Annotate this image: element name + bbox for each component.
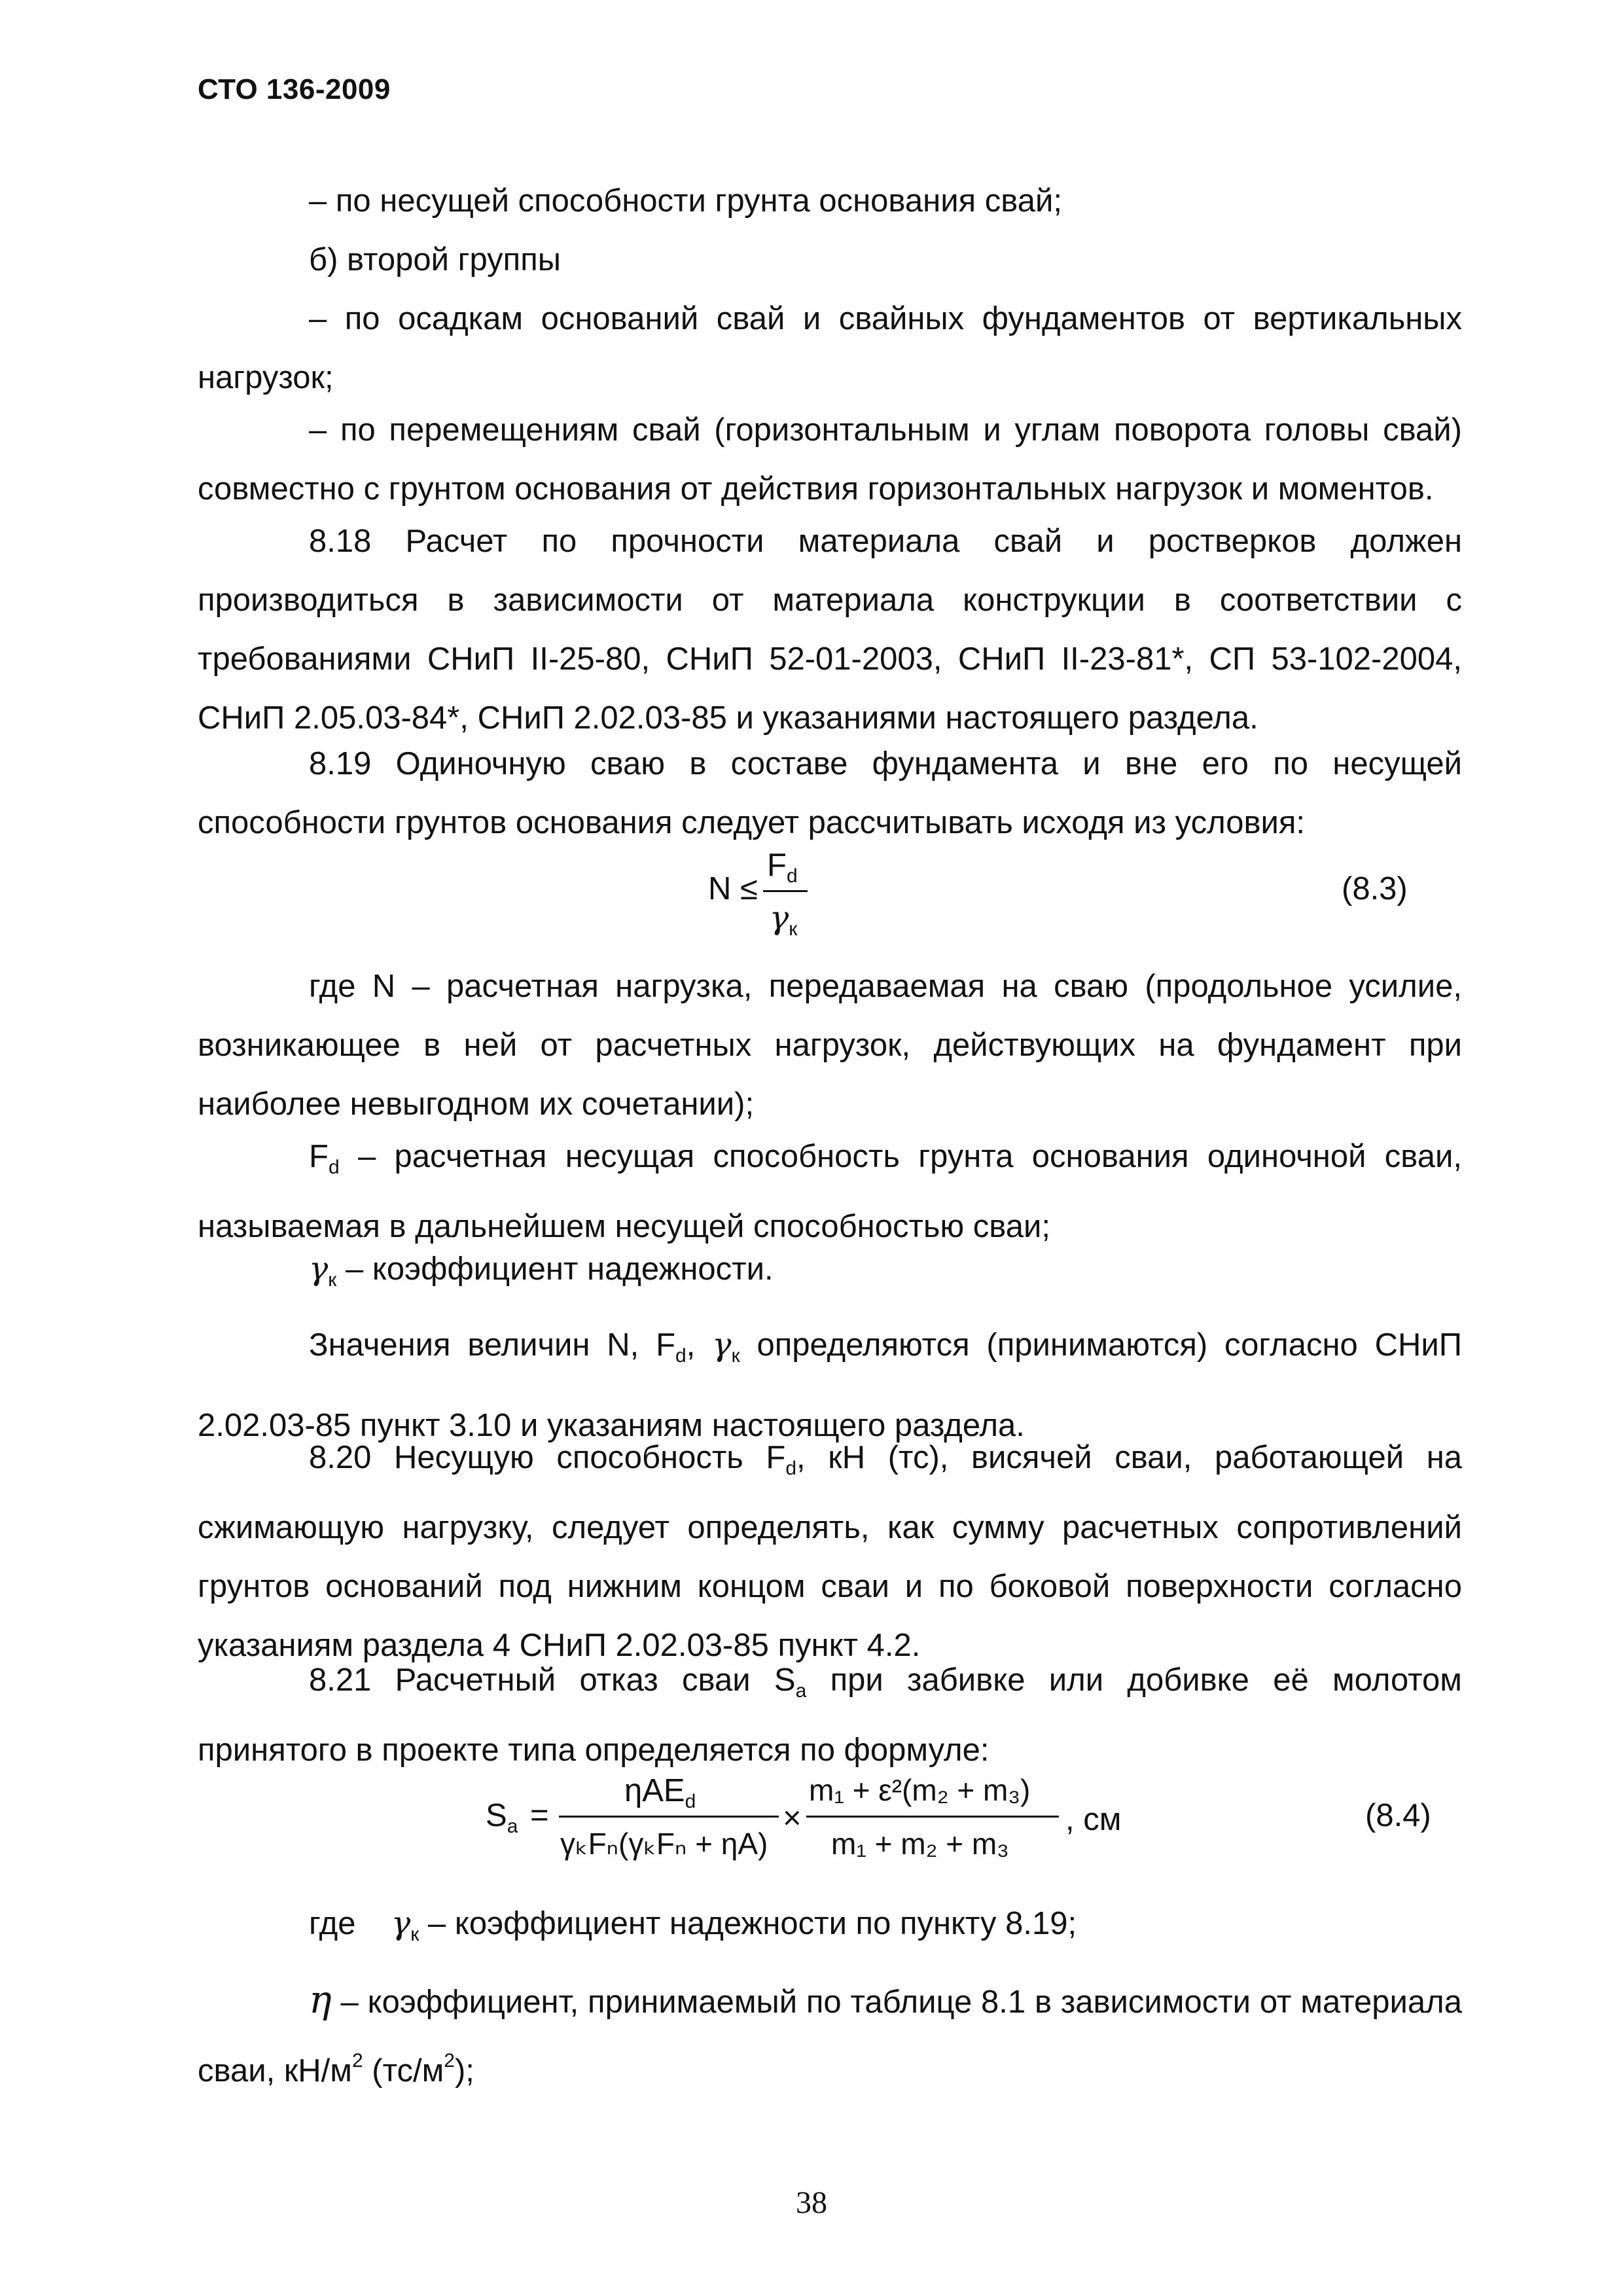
paragraph-values-gamma: γ	[712, 1326, 732, 1363]
paragraph-8-21-sub-a: a	[795, 1680, 807, 1702]
paragraph-settlement: – по осадкам оснований свай и свайных фундаментов от вертикальных нагрузок;	[198, 301, 1462, 395]
paragraph-where-gamma-ref-sub: к	[410, 1924, 419, 1945]
formula-8-3-numerator	[767, 847, 798, 888]
formula-8-4-fraction-bar-2	[806, 1816, 1059, 1818]
document-code: СТО 136-2009	[198, 73, 391, 105]
sub-k: к	[328, 1269, 337, 1291]
paragraph-eta-middle: (тс/м	[363, 2053, 444, 2089]
formula-8-4-f1-num-text: ηAE	[624, 1773, 685, 1808]
formula-8-3-denominator	[770, 899, 797, 941]
paragraph-where-n: где N – расчетная нагрузка, передаваемая на сваю (продольное усилие, возникающее в ней от расчетных нагрузок, действующих на фундамент при наиболее невыгодном их сочетании);	[198, 969, 1462, 1122]
page-number: 38	[796, 2185, 827, 2220]
paragraph-8-20-sub-d: d	[785, 1458, 797, 1479]
paragraph-where-gamma-text: – коэффициент надежности.	[336, 1251, 774, 1287]
formula-8-4-f1-denominator: γₖFₙ(γₖFₙ + ηA)	[560, 1827, 768, 1861]
paragraph-values-end: определяются (принимаются) согласно СНиП 2.02.03-85 пункт 3.10 и указаниям настоящего раздела.	[198, 1327, 1462, 1443]
formula-8-4-lhs-sub: a	[507, 1816, 518, 1837]
paragraph-where-gamma-ref-text: – коэффициент надежности по пункту 8.19;	[419, 1906, 1077, 1941]
formula-8-4-times: ×	[783, 1801, 802, 1836]
paragraph-eta-sup-1: 2	[351, 2050, 363, 2072]
formula-8-4-equals: =	[530, 1798, 549, 1833]
equation-number-8-3: (8.3)	[1342, 871, 1408, 906]
equation-number-8-4: (8.4)	[1365, 1798, 1431, 1833]
paragraph-8-20-start: 8.20 Несущую способность F	[309, 1440, 786, 1475]
formula-8-4-f2-denominator: m₁ + m₂ + m₃	[831, 1827, 1009, 1861]
formula-8-3-den-sub: к	[789, 918, 798, 940]
paragraph-where-gamma	[198, 1240, 1462, 1310]
symbol-gamma: γ	[309, 1250, 329, 1287]
formula-8-4-f2-numerator: m₁ + ε²(m₂ + m₃)	[809, 1773, 1031, 1807]
formula-8-3-den-symbol: γ	[770, 899, 789, 937]
paragraph-8-19: 8.19 Одиночную сваю в составе фундамента и вне его по несущей способности грунтов основания следует рассчитывать исходя из условия:	[198, 746, 1462, 840]
formula-8-4-f1-num-sub: d	[685, 1791, 696, 1812]
paragraph-where-gamma-ref	[198, 1894, 1462, 1964]
paragraph-8-18: 8.18 Расчет по прочности материала свай и ростверков должен производиться в зависимости от материала конструкции в соответствии с требованиями СНиП II-25-80, СНиП 52-01-2003, СНиП II-23-81*, СП 53-102-2004, СНиП 2.05.03-84*, СНиП 2.02.03-85 и указаниями настоящего раздела.	[198, 524, 1462, 736]
symbol-F: F	[309, 1139, 329, 1174]
formula-8-4-lhs	[486, 1797, 518, 1838]
sub-d: d	[328, 1157, 340, 1178]
paragraph-values-start: Значения величин N, F	[309, 1327, 676, 1363]
paragraph-values-sub-d: d	[675, 1345, 687, 1367]
paragraph-bearing-capacity: – по несущей способности грунта основания свай;	[309, 183, 1062, 219]
formula-8-4-unit: , см	[1065, 1802, 1122, 1837]
paragraph-8-21	[198, 1651, 1462, 1780]
paragraph-8-20	[198, 1428, 1462, 1675]
paragraph-8-21-start: 8.21 Расчетный отказ сваи S	[309, 1662, 796, 1698]
formula-8-4-f1-numerator	[624, 1772, 696, 1813]
formula-8-4-fraction-bar-1	[559, 1816, 779, 1818]
paragraph-8-21-end: при забивке или добивке её молотом принятого в проекте типа определяется по формуле:	[198, 1662, 1462, 1768]
paragraph-eta-sup-2: 2	[444, 2050, 455, 2072]
paragraph-displacement: – по перемещениям свай (горизонтальным и углам поворота головы свай) совместно с грунтом основания от действия горизонтальных нагрузок и моментов.	[198, 412, 1462, 507]
paragraph-eta	[198, 1970, 1462, 2100]
formula-8-3-num-symbol: F	[767, 848, 787, 883]
paragraph-eta-start: – коэффициент, принимаемый по таблице 8.1 в зависимости от материала сваи, кН/м	[198, 1984, 1462, 2089]
formula-8-3-lhs: N ≤	[708, 871, 758, 906]
paragraph-second-group: б) второй группы	[309, 242, 561, 278]
paragraph-values-comma: ,	[686, 1327, 713, 1363]
paragraph-where-fd	[198, 1127, 1462, 1256]
paragraph-where-gamma-ref-where: где	[309, 1906, 356, 1941]
paragraph-values-sub-k: к	[731, 1345, 740, 1367]
formula-8-3-num-sub: d	[786, 865, 798, 887]
formula-8-3-fraction-bar	[763, 890, 808, 892]
paragraph-eta-end: );	[454, 2053, 474, 2089]
paragraph-8-20-end: , кН (тс), висячей сваи, работающей на сжимающую нагрузку, следует определять, как сумму расчетных сопротивлений грунтов оснований под нижним концом сваи и по боковой поверхности согласно указаниям раздела 4 СНиП 2.02.03-85 пункт 4.2.	[198, 1440, 1462, 1663]
formula-8-4-lhs-symbol: S	[486, 1798, 507, 1833]
paragraph-where-fd-text: – расчетная несущая способность грунта основания одиночной сваи, называемая в дальнейшем несущей способностью сваи;	[198, 1139, 1462, 1244]
paragraph-where-gamma-ref-symbol: γ	[391, 1905, 411, 1942]
symbol-eta: η	[309, 1977, 332, 2022]
